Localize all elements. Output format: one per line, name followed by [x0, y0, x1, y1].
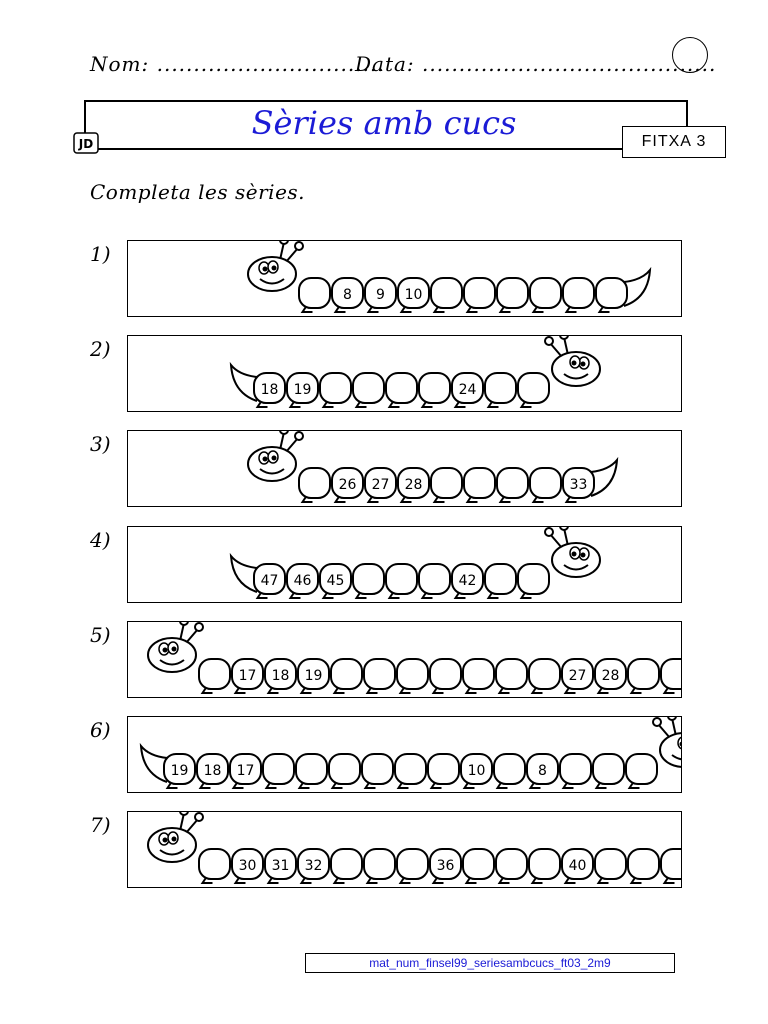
caterpillar-segment[interactable]	[430, 659, 461, 693]
caterpillar	[128, 336, 681, 411]
sheet-number-box: FITXA 3	[622, 126, 726, 158]
segment-number: 33	[569, 477, 588, 493]
caterpillar-head	[148, 622, 203, 672]
name-field[interactable]: Nom: ...............................	[90, 52, 385, 76]
caterpillar-segment[interactable]	[332, 278, 363, 312]
caterpillar-segment[interactable]	[353, 373, 384, 407]
caterpillar-segment[interactable]	[593, 754, 624, 788]
caterpillar-segment[interactable]	[419, 373, 450, 407]
segment-number: 28	[404, 477, 423, 493]
caterpillar-tail	[624, 270, 650, 306]
exercise-label: 3)	[90, 432, 111, 456]
segment-number: 46	[293, 573, 312, 589]
caterpillar-segment[interactable]	[431, 468, 462, 502]
caterpillar-segment[interactable]	[353, 564, 384, 598]
segment-number: 40	[568, 858, 587, 874]
caterpillar-segment[interactable]	[496, 849, 527, 883]
footer-code: mat_num_finsel99_seriesambcucs_ft03_2m9	[305, 953, 675, 973]
caterpillar-segment[interactable]	[628, 659, 659, 693]
caterpillar-segment[interactable]	[419, 564, 450, 598]
caterpillar-segment[interactable]	[320, 373, 351, 407]
caterpillar-segment[interactable]	[431, 278, 462, 312]
caterpillar-segment[interactable]	[199, 659, 230, 693]
caterpillar-segment[interactable]	[265, 659, 296, 693]
segment-number: 36	[436, 858, 455, 874]
caterpillar-segment[interactable]	[287, 373, 318, 407]
segment-number: 8	[343, 287, 352, 303]
caterpillar-segment[interactable]	[562, 849, 593, 883]
caterpillar-segment[interactable]	[298, 849, 329, 883]
caterpillar-segment[interactable]	[596, 278, 627, 312]
caterpillar-segment[interactable]	[263, 754, 294, 788]
caterpillar-head	[653, 717, 681, 767]
caterpillar-segment[interactable]	[452, 564, 483, 598]
segment-number: 9	[376, 287, 385, 303]
caterpillar-segment[interactable]	[628, 849, 659, 883]
caterpillar	[128, 527, 681, 602]
caterpillar-segment[interactable]	[254, 373, 285, 407]
caterpillar-segment[interactable]	[365, 278, 396, 312]
segment-number: 17	[236, 763, 255, 779]
exercise-label: 4)	[90, 528, 111, 552]
caterpillar-segment[interactable]	[530, 468, 561, 502]
caterpillar-segment[interactable]	[518, 373, 549, 407]
caterpillar-segment[interactable]	[329, 754, 360, 788]
caterpillar-segment[interactable]	[518, 564, 549, 598]
caterpillar-segment[interactable]	[254, 564, 285, 598]
segment-number: 45	[326, 573, 345, 589]
caterpillar-segment[interactable]	[452, 373, 483, 407]
exercise-box	[127, 526, 682, 603]
caterpillar-tail	[591, 460, 617, 496]
exercise-box	[127, 621, 682, 698]
segment-number: 19	[304, 668, 323, 684]
caterpillar-segment[interactable]	[386, 373, 417, 407]
exercise-label: 1)	[90, 242, 111, 266]
date-field[interactable]: Data: ........................................	[355, 52, 717, 76]
caterpillar	[128, 431, 681, 506]
caterpillar-segment[interactable]	[362, 754, 393, 788]
caterpillar-segment[interactable]	[464, 468, 495, 502]
jd-logo	[73, 132, 99, 154]
caterpillar-segment[interactable]	[398, 278, 429, 312]
segment-number: 18	[260, 382, 279, 398]
caterpillar-segment[interactable]	[595, 849, 626, 883]
caterpillar-segment[interactable]	[299, 468, 330, 502]
logo-text: JD	[78, 137, 94, 151]
segment-number: 26	[338, 477, 357, 493]
segment-number: 32	[304, 858, 323, 874]
caterpillar-head	[545, 336, 600, 386]
caterpillar-segment[interactable]	[595, 659, 626, 693]
exercise-box	[127, 430, 682, 507]
exercise-label: 7)	[90, 813, 111, 837]
score-circle[interactable]	[672, 37, 708, 73]
segment-number: 31	[271, 858, 290, 874]
caterpillar-segment[interactable]	[428, 754, 459, 788]
caterpillar-segment[interactable]	[398, 468, 429, 502]
caterpillar-head	[248, 431, 303, 481]
caterpillar-segment[interactable]	[494, 754, 525, 788]
caterpillar-head	[248, 241, 303, 291]
caterpillar-head	[148, 812, 203, 862]
caterpillar-segment[interactable]	[485, 564, 516, 598]
segment-number: 42	[458, 573, 477, 589]
caterpillar-segment[interactable]	[197, 754, 228, 788]
caterpillar-segment[interactable]	[463, 849, 494, 883]
title-underline	[84, 148, 622, 150]
segment-number: 19	[293, 382, 312, 398]
segment-number: 30	[238, 858, 257, 874]
caterpillar-segment[interactable]	[461, 754, 492, 788]
caterpillar-segment[interactable]	[497, 468, 528, 502]
caterpillar-segment[interactable]	[397, 659, 428, 693]
caterpillar-segment[interactable]	[364, 849, 395, 883]
caterpillar-segment[interactable]	[331, 849, 362, 883]
caterpillar	[128, 241, 681, 316]
instruction-text: Completa les sèries.	[90, 180, 306, 204]
segment-number: 19	[170, 763, 189, 779]
caterpillar-segment[interactable]	[562, 659, 593, 693]
caterpillar-segment[interactable]	[320, 564, 351, 598]
exercise-label: 5)	[90, 623, 111, 647]
caterpillar-segment[interactable]	[232, 659, 263, 693]
caterpillar-segment[interactable]	[530, 278, 561, 312]
caterpillar-tail	[231, 365, 257, 401]
caterpillar-segment[interactable]	[661, 659, 681, 693]
exercise-label: 2)	[90, 337, 111, 361]
caterpillar-segment[interactable]	[430, 849, 461, 883]
caterpillar-segment[interactable]	[485, 373, 516, 407]
caterpillar-segment[interactable]	[298, 659, 329, 693]
caterpillar-segment[interactable]	[497, 278, 528, 312]
page-title: Sèries amb cucs	[251, 104, 517, 142]
segment-number: 47	[260, 573, 279, 589]
caterpillar-segment[interactable]	[661, 849, 681, 883]
caterpillar-segment[interactable]	[626, 754, 657, 788]
segment-number: 17	[238, 668, 257, 684]
caterpillar-segment[interactable]	[563, 468, 594, 502]
caterpillar-segment[interactable]	[395, 754, 426, 788]
caterpillar	[128, 622, 681, 697]
caterpillar-segment[interactable]	[296, 754, 327, 788]
caterpillar-segment[interactable]	[164, 754, 195, 788]
caterpillar-segment[interactable]	[397, 849, 428, 883]
segment-number: 10	[467, 763, 486, 779]
caterpillar-segment[interactable]	[464, 278, 495, 312]
caterpillar-tail	[231, 556, 257, 592]
caterpillar-segment[interactable]	[232, 849, 263, 883]
segment-number: 8	[538, 763, 547, 779]
caterpillar-segment[interactable]	[496, 659, 527, 693]
exercise-box	[127, 811, 682, 888]
exercise-box	[127, 335, 682, 412]
caterpillar-segment[interactable]	[299, 278, 330, 312]
exercise-box	[127, 240, 682, 317]
caterpillar-segment[interactable]	[463, 659, 494, 693]
caterpillar-segment[interactable]	[386, 564, 417, 598]
segment-number: 10	[404, 287, 423, 303]
caterpillar-head	[545, 527, 600, 577]
caterpillar-segment[interactable]	[527, 754, 558, 788]
caterpillar-segment[interactable]	[560, 754, 591, 788]
segment-number: 18	[271, 668, 290, 684]
segment-number: 18	[203, 763, 222, 779]
caterpillar-segment[interactable]	[199, 849, 230, 883]
caterpillar-segment[interactable]	[265, 849, 296, 883]
caterpillar-segment[interactable]	[529, 849, 560, 883]
caterpillar-segment[interactable]	[332, 468, 363, 502]
caterpillar-segment[interactable]	[365, 468, 396, 502]
segment-number: 27	[568, 668, 587, 684]
caterpillar	[128, 812, 681, 887]
segment-number: 27	[371, 477, 390, 493]
caterpillar-segment[interactable]	[529, 659, 560, 693]
caterpillar-segment[interactable]	[331, 659, 362, 693]
exercise-label: 6)	[90, 718, 111, 742]
caterpillar-segment[interactable]	[364, 659, 395, 693]
caterpillar-segment[interactable]	[563, 278, 594, 312]
segment-number: 24	[458, 382, 477, 398]
caterpillar-segment[interactable]	[287, 564, 318, 598]
caterpillar	[128, 717, 681, 792]
caterpillar-segment[interactable]	[230, 754, 261, 788]
exercise-box	[127, 716, 682, 793]
segment-number: 28	[601, 668, 620, 684]
caterpillar-tail	[141, 746, 167, 782]
